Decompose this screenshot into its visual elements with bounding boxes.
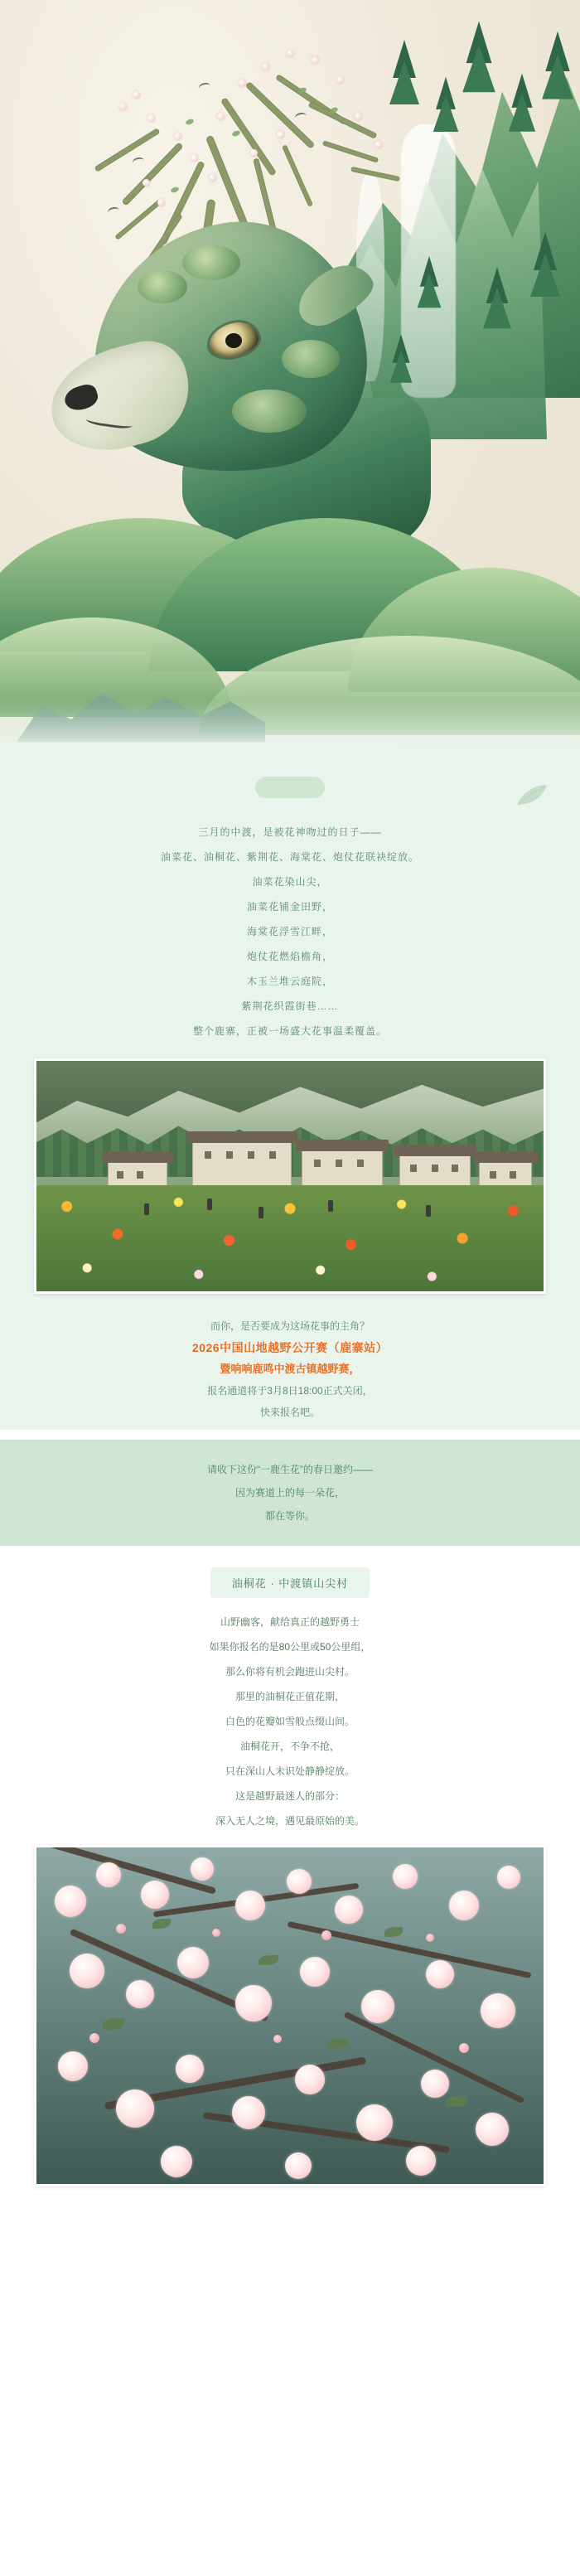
pine-tree-icon bbox=[483, 267, 511, 338]
blossom-photo bbox=[34, 1845, 546, 2186]
decorative-pill bbox=[255, 777, 325, 798]
poem-line: 海棠花浮雪江畔， bbox=[246, 926, 333, 937]
event-callout bbox=[0, 1294, 580, 1430]
village-photo bbox=[34, 1058, 546, 1294]
poem-line: 油菜花染山尖， bbox=[252, 876, 328, 888]
chapter-line: 只在深山人未识处静静绽放。 bbox=[225, 1765, 355, 1777]
chapter-chip: 油桐花 · 中渡镇山尖村 bbox=[210, 1567, 370, 1598]
band-line: 都在等你。 bbox=[264, 1510, 315, 1522]
chapter-line: 油桐花开，不争不抢， bbox=[239, 1741, 340, 1752]
flower-field bbox=[36, 1185, 544, 1291]
poem-line: 木玉兰堆云庭院， bbox=[246, 976, 333, 987]
page-bottom-spacer bbox=[0, 2195, 580, 2213]
chapter-line: 如果你报名的是80公里或50公里组， bbox=[209, 1641, 371, 1653]
event-subtitle: 暨响响鹿鸣中渡古镇越野赛， bbox=[220, 1363, 360, 1375]
visitor-figure bbox=[328, 1200, 333, 1212]
chapter-line: 那里的油桐花正值花期， bbox=[234, 1691, 345, 1702]
invitation-band bbox=[0, 1440, 580, 1546]
visitor-figure bbox=[207, 1198, 212, 1210]
band-line: 因为赛道上的每一朵花， bbox=[234, 1487, 345, 1499]
visitor-figure bbox=[144, 1203, 149, 1215]
chapter-line: 这是越野最迷人的部分： bbox=[234, 1790, 345, 1802]
poem-line: 三月的中渡，是被花神吻过的日子—— bbox=[198, 826, 382, 838]
poem-line: 油菜花铺金田野， bbox=[246, 901, 333, 913]
chapter-line: 那么你将有机会跑进山尖村。 bbox=[225, 1666, 355, 1678]
house-icon bbox=[192, 1140, 292, 1190]
callout-question: 而你，是否要成为这场花事的主角？ bbox=[210, 1320, 370, 1332]
hero-illustration bbox=[0, 0, 580, 750]
registration-prompt[interactable]: 快来报名吧。 bbox=[259, 1407, 320, 1418]
deer-head-illustration bbox=[58, 191, 414, 539]
chapter-line: 白色的花瓣如雪般点缀山间。 bbox=[225, 1716, 355, 1727]
pine-tree-icon bbox=[542, 31, 573, 110]
poem-line: 整个鹿寨，正被一场盛大花事温柔覆盖。 bbox=[192, 1025, 387, 1037]
chapter-section bbox=[0, 1546, 580, 2195]
band-line: 请收下这份“一鹿生花”的春日邀约—— bbox=[207, 1464, 373, 1475]
hero-fade bbox=[0, 700, 580, 750]
poem-line: 紫荆花织霞街巷…… bbox=[241, 1000, 339, 1012]
poem-line: 油菜花、油桐花、紫荆花、海棠花、炮仗花联袂绽放。 bbox=[160, 851, 419, 863]
event-title: 2026中国山地越野公开赛（鹿寨站） bbox=[191, 1341, 389, 1354]
chapter-body bbox=[0, 1598, 580, 1833]
visitor-figure bbox=[259, 1207, 263, 1218]
poem-section bbox=[0, 750, 580, 1430]
deer-pupil bbox=[225, 333, 242, 348]
chapter-line: 深入无人之境，遇见最原始的美。 bbox=[215, 1815, 365, 1827]
poem-text bbox=[0, 820, 580, 1043]
visitor-figure bbox=[426, 1205, 431, 1217]
leaf-icon bbox=[515, 783, 549, 806]
poem-line: 炮仗花燃焰檐角， bbox=[246, 951, 333, 962]
chapter-line: 山野幽客，献给真正的越野勇士 bbox=[220, 1616, 360, 1628]
pine-tree-icon bbox=[509, 74, 535, 141]
registration-deadline: 报名通道将于3月8日18:00正式关闭， bbox=[207, 1385, 373, 1397]
pine-tree-icon bbox=[530, 232, 560, 307]
pine-tree-icon bbox=[462, 22, 495, 104]
